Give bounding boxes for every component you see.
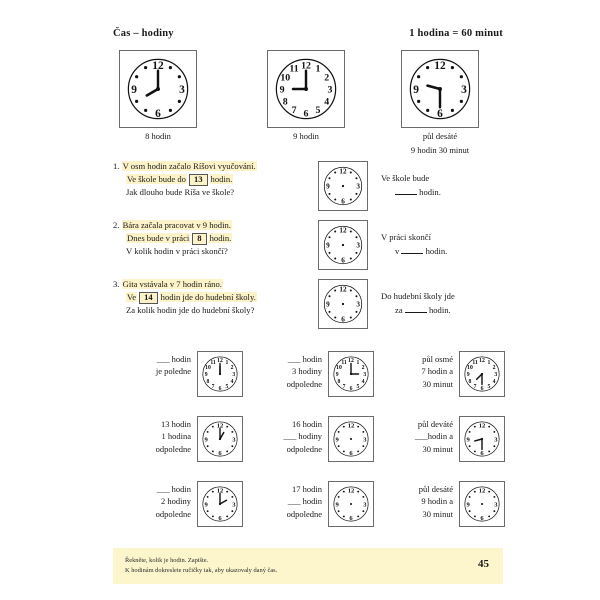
svg-text:12: 12 [216,487,224,495]
cell-line-1: ___ hodin [287,354,322,364]
footer-line-1: Řekněte, kolik je hodin. Zapište. [125,557,209,564]
answer-clock-face[interactable] [318,161,368,211]
svg-text:6: 6 [218,450,222,458]
svg-text:1: 1 [356,360,360,367]
problem-statement: Gita vstávala v 7 hodin ráno. [122,279,222,289]
svg-text:9: 9 [204,436,208,444]
cell-line-3: 30 minut [422,508,453,519]
svg-text:12: 12 [339,226,347,235]
clock-face[interactable] [197,351,243,397]
cell-line-3: odpoledne [286,378,322,389]
cell-line-3: odpoledne [155,443,191,454]
svg-text:7: 7 [473,383,477,390]
clock-face[interactable] [401,50,479,128]
svg-text:12: 12 [347,422,355,430]
problem-index: 2. [113,220,120,230]
svg-text:2: 2 [361,365,365,372]
answer-prefix: v [395,245,400,256]
svg-text:6: 6 [480,385,484,392]
svg-text:9: 9 [131,84,137,97]
answer-prompt [381,290,506,318]
svg-text:10: 10 [336,365,342,372]
svg-text:4: 4 [324,96,330,108]
cell-label [375,353,453,390]
svg-text:1: 1 [225,360,229,367]
cell-line-1: půl deváté [417,419,453,429]
svg-text:3: 3 [363,501,367,509]
clock-face[interactable] [119,50,197,128]
svg-text:8: 8 [282,96,288,108]
svg-text:6: 6 [437,107,443,120]
problem-statement: V osm hodin začalo Ríšovi vyučování. [122,161,256,171]
svg-text:12: 12 [152,60,164,73]
svg-text:6: 6 [218,385,222,392]
clock-exercise-grid [113,350,503,545]
clock-face[interactable] [197,481,243,527]
svg-text:10: 10 [280,72,291,84]
answer-prompt [381,231,506,259]
cell-line-2: ___hodin a [414,431,453,442]
answer-suffix: hodin. [425,245,448,256]
answer-clock-face[interactable] [318,279,368,329]
cell-line-2: je poledne [155,366,191,377]
clock-face[interactable] [459,481,505,527]
svg-text:3: 3 [232,371,236,378]
problem-line2-post: hodin jde do hudební školy. [160,292,256,303]
problem-line2-post: hodin. [210,174,233,185]
svg-text:3: 3 [232,501,236,509]
grid-row [113,350,503,415]
cell-line-1: půl desáté [418,484,453,494]
svg-text:8: 8 [468,378,472,385]
svg-text:9: 9 [279,84,285,96]
word-problem-3 [113,278,503,337]
problem-statement: Bára začala pracovat v 9 hodin. [122,220,231,230]
footer-line-2: K hodinám dokreslete ručičky tak, aby ukazovaly daný čas. [125,566,278,574]
cell-label [244,353,322,390]
cell-label [375,418,453,455]
svg-text:12: 12 [301,60,311,72]
cell-line-3: odpoledne [286,443,322,454]
grid-row [113,415,503,480]
svg-text:7: 7 [211,383,215,390]
problem-index: 3. [113,279,120,289]
svg-text:6: 6 [303,108,309,120]
example-caption-sub: 9 hodin 30 minut [410,144,470,155]
svg-text:3: 3 [356,300,360,309]
svg-text:12: 12 [347,487,355,495]
answer-suffix: hodin. [419,186,441,197]
svg-text:6: 6 [341,197,345,206]
svg-text:11: 11 [341,360,347,367]
svg-text:4: 4 [492,378,496,385]
svg-text:10: 10 [205,365,211,372]
svg-text:12: 12 [478,422,486,430]
clock-face[interactable] [459,416,505,462]
word-problem-list [113,160,503,337]
cell-label [113,353,191,378]
problem-question: Jak dlouho bude Ríša ve škole? [126,187,235,198]
example-caption: 9 hodin [293,131,319,141]
cell-line-3: odpoledne [155,508,191,519]
svg-text:9: 9 [335,372,339,379]
footer-instruction-bar [113,548,503,584]
svg-text:12: 12 [339,167,347,176]
cell-line-2: 2 hodiny [161,496,191,507]
cell-line-2: ___ hodin [287,496,322,507]
clock-face[interactable] [267,50,345,128]
svg-text:6: 6 [155,107,161,120]
answer-prompt [381,172,506,200]
answer-clock-face[interactable] [318,220,368,270]
footer-instructions [125,556,277,575]
svg-text:8: 8 [206,378,210,385]
svg-text:6: 6 [349,515,353,523]
svg-text:6: 6 [349,450,353,458]
svg-text:3: 3 [356,182,360,191]
example-clock-2 [261,50,351,145]
svg-text:3: 3 [363,436,367,444]
clock-face[interactable] [328,481,374,527]
cell-label [375,483,453,520]
cell-line-1: 13 hodin [161,419,191,429]
svg-text:6: 6 [349,385,353,392]
svg-text:3: 3 [356,241,360,250]
svg-text:3: 3 [327,84,333,96]
svg-text:11: 11 [472,360,478,367]
cell-line-2: 1 hodina [161,431,191,442]
cell-label [113,418,191,455]
cell-line-3: odpoledne [286,508,322,519]
svg-text:3: 3 [179,84,185,97]
svg-text:12: 12 [216,422,224,430]
svg-text:2: 2 [230,365,234,372]
example-clock-3 [385,50,495,155]
problem-line2-post: hodin. [209,233,232,244]
clock-face[interactable] [328,416,374,462]
cell-line-3: 30 minut [422,443,453,454]
page-title: Čas – hodiny [113,28,174,39]
svg-text:3: 3 [494,501,498,509]
svg-text:9: 9 [326,300,330,309]
cell-line-2: 7 hodin a [421,366,453,377]
svg-text:9: 9 [466,436,470,444]
svg-text:6: 6 [480,515,484,523]
given-value-box[interactable]: 14 [139,292,158,304]
svg-text:12: 12 [479,358,485,365]
problem-line2-pre: Dnes bude v práci [127,233,190,244]
problem-index: 1. [113,161,120,171]
svg-text:10: 10 [467,365,473,372]
example-caption: 8 hodin [145,131,171,141]
svg-text:12: 12 [348,358,354,365]
svg-text:5: 5 [315,105,321,117]
svg-text:12: 12 [478,487,486,495]
cell-line-3: 30 minut [422,378,453,389]
svg-text:5: 5 [225,383,229,390]
svg-text:6: 6 [341,256,345,265]
svg-text:9: 9 [335,501,339,509]
svg-text:7: 7 [291,105,297,117]
svg-text:6: 6 [341,315,345,324]
problem-question: V kolik hodin v práci skončí? [126,246,228,257]
svg-text:3: 3 [494,371,498,378]
answer-suffix: hodin. [428,304,451,315]
answer-blank[interactable] [395,194,417,195]
example-clock-1 [113,50,203,145]
svg-text:3: 3 [461,84,467,97]
cell-line-1: ___ hodin [156,484,191,494]
svg-text:8: 8 [337,378,341,385]
problem-text [113,160,311,199]
problem-question: Za kolik hodin jde do hudební školy? [126,305,255,316]
cell-line-1: 16 hodin [292,419,322,429]
svg-text:5: 5 [356,383,360,390]
svg-text:11: 11 [289,63,299,75]
svg-text:3: 3 [232,436,236,444]
cell-line-1: ___ hodin [156,354,191,364]
formula-label: 1 hodina = 60 minut [409,28,503,39]
problem-line2-pre: Ve škole bude do [127,174,186,185]
problem-text [113,278,311,317]
svg-text:9: 9 [204,372,208,379]
cell-line-1: 17 hodin [292,484,322,494]
svg-text:9: 9 [466,501,470,509]
clock-face[interactable] [459,351,505,397]
word-problem-2 [113,219,503,278]
cell-line-2: 9 hodin a [421,496,453,507]
svg-text:9: 9 [335,436,339,444]
problem-text [113,219,311,258]
svg-text:12: 12 [217,358,223,365]
answer-line-1: Ve škole bude [381,173,430,183]
svg-text:9: 9 [326,182,330,191]
cell-line-1: půl osmé [422,354,453,364]
grid-row [113,480,503,545]
svg-text:2: 2 [324,72,330,84]
clock-face[interactable] [197,416,243,462]
example-caption: půl desáté [422,131,458,141]
svg-text:9: 9 [466,372,470,379]
svg-text:1: 1 [487,360,491,367]
svg-text:7: 7 [342,383,346,390]
svg-text:12: 12 [339,285,347,294]
cell-line-2: 3 hodiny [292,366,322,377]
answer-blank[interactable] [401,253,423,254]
answer-line-1: Do hudební školy jde [381,291,455,301]
cell-label [113,483,191,520]
svg-text:11: 11 [210,360,216,367]
svg-text:2: 2 [492,365,496,372]
svg-text:5: 5 [487,383,491,390]
given-value-box[interactable]: 13 [189,174,208,186]
given-value-box[interactable]: 8 [192,233,206,245]
svg-text:9: 9 [326,241,330,250]
answer-line-1: V práci skončí [381,232,431,242]
answer-blank[interactable] [405,312,427,313]
example-clock-row [113,50,503,155]
word-problem-1 [113,160,503,219]
svg-text:3: 3 [494,436,498,444]
page-number: 45 [478,558,489,570]
cell-line-2: ___ hodiny [283,431,322,442]
svg-text:1: 1 [315,63,321,75]
svg-text:6: 6 [218,515,222,523]
problem-line2-pre: Ve [127,292,137,303]
svg-text:6: 6 [480,450,484,458]
cell-label [244,418,322,455]
clock-face[interactable] [328,351,374,397]
answer-prefix: za [395,304,403,315]
svg-text:9: 9 [204,501,208,509]
cell-label [244,483,322,520]
svg-text:9: 9 [413,84,419,97]
svg-text:3: 3 [363,371,367,378]
svg-text:4: 4 [230,378,234,385]
svg-text:12: 12 [434,60,446,73]
page-header [113,28,503,39]
svg-text:4: 4 [361,378,365,385]
